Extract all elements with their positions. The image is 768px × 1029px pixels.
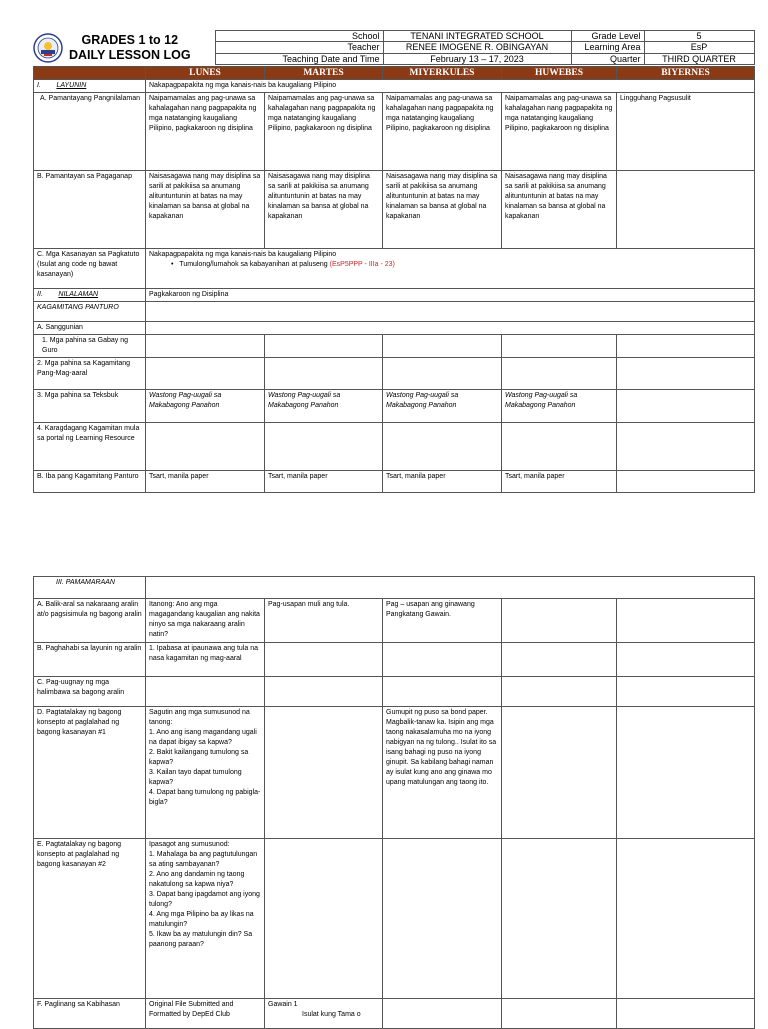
a-text-martes: Naipamamalas ang pag-unawa sa kahalagahan nang pagpapakita ng mga natatanging kaugaliang Pilipino, pagkakaroon ng disiplina: [265, 93, 383, 171]
a-text-miyerkules: Naipamamalas ang pag-unawa sa kahalagahan nang pagpapakita ng mga natatanging kaugaliang Pilipino, pagkakaroon ng disiplina: [383, 93, 502, 171]
nilalaman-text: Pagkakaroon ng Disiplina: [146, 289, 755, 302]
b-miyerkules: [383, 643, 502, 677]
c-biyernes: [617, 677, 755, 707]
day-header-huwebes: HUWEBES: [502, 67, 617, 80]
school-value: TENANI INTEGRATED SCHOOL: [383, 31, 571, 42]
f-biyernes: [617, 999, 755, 1029]
r3-huwebes: Wastong Pag-uugali sa Makabagong Panahon: [502, 390, 617, 423]
r2-miyerkules: [383, 358, 502, 390]
pamamaraan-label: III. PAMAMARAAN: [34, 577, 146, 599]
pamamaraan-blank: [146, 577, 755, 599]
c-miyerkules: [383, 677, 502, 707]
b-text-huwebes: Naisasagawa nang may disiplina sa sarili at pakikiisa sa anumang alituntuntunin at batas na may kinalaman sa bansa at global na kapakanan: [502, 171, 617, 249]
b-huwebes: [502, 643, 617, 677]
day-header-miyerkules: MIYERKULES: [383, 67, 502, 80]
quarter-value: THIRD QUARTER: [644, 53, 754, 64]
kasanayan-label: C. Mga Kasanayan sa Pagkatuto (Isulat ang code ng bawat kasanayan): [34, 249, 146, 289]
a-text-biyernes: Lingguhang Pagsusulit: [617, 93, 755, 171]
c-martes: [265, 677, 383, 707]
a-text-lunes: Naipamamalas ang pag-unawa sa kahalagahan nang pagpapakita ng mga natatanging kaugaliang Pilipino, pagkakaroon ng disiplina: [146, 93, 265, 171]
b-text-miyerkules: Naisasagawa nang may disiplina sa sarili at pakikiisa sa anumang alituntuntunin at batas na may kinalaman sa bansa at global na kapakanan: [383, 171, 502, 249]
pamantayang-pangnilalaman-label: A. Pamantayang Pangnilalaman: [34, 93, 146, 171]
d-biyernes: [617, 707, 755, 839]
c-lunes: [146, 677, 265, 707]
a-miyerkules: Pag – usapan ang ginawang Pangkatang Gawain.: [383, 599, 502, 643]
r4-biyernes: [617, 423, 755, 471]
r1-martes: [265, 335, 383, 358]
kagamitang-mag-aaral-label: 2. Mga pahina sa Kagamitang Pang-Mag-aaral: [34, 358, 146, 390]
sanggunian-blank: [146, 322, 755, 335]
quarter-label: Quarter: [571, 53, 644, 64]
r3-lunes: Wastong Pag-uugali sa Makabagong Panahon: [146, 390, 265, 423]
pag-uugnay-label: C. Pag-uugnay ng mga halimbawa sa bagong aralin: [34, 677, 146, 707]
r3-martes: Wastong Pag-uugali sa Makabagong Panahon: [265, 390, 383, 423]
d-miyerkules: Gumupit ng puso sa bond paper. Magbalik-tanaw ka. Isipin ang mga taong nakasalamuha mo na iyong nabigyan na ng tulong.. Isulat ito sa isang bahagi ng puso na iyong ginupit. Sa kabilang bahagi naman ay isulat kung ano ang ginawa mo upang matulungan ang taong ito.: [383, 707, 502, 839]
r4-lunes: [146, 423, 265, 471]
title-block: [33, 31, 215, 65]
gabay-guro-label: 1. Mga pahina sa Gabay ng Guro: [34, 335, 146, 358]
sanggunian-label: A. Sanggunian: [34, 322, 146, 335]
title-dll: DAILY LESSON LOG: [69, 47, 191, 62]
paghahabi-label: B. Paghahabi sa layunin ng aralin: [34, 643, 146, 677]
header-table: [33, 30, 755, 65]
paglinang-label: F. Paglinang sa Kabihasan: [34, 999, 146, 1029]
r1-biyernes: [617, 335, 755, 358]
area-value: EsP: [644, 42, 754, 53]
grade-value: 5: [644, 31, 754, 42]
a-text-huwebes: Naipamamalas ang pag-unawa sa kahalagahan nang pagpapakita ng mga natatanging kaugaliang Pilipino, pagkakaroon ng disiplina: [502, 93, 617, 171]
kagamitang-panturo-label: KAGAMITANG PANTURO: [34, 302, 146, 322]
f-martes: Gawain 1 Isulat kung Tama o: [265, 999, 383, 1029]
lesson-table-2: [33, 576, 755, 1029]
r2-huwebes: [502, 358, 617, 390]
rb-martes: Tsart, manila paper: [265, 471, 383, 493]
f-huwebes: [502, 999, 617, 1029]
deped-seal-icon: [33, 33, 63, 63]
school-label: School: [215, 31, 383, 42]
a-martes: Pag-usapan muli ang tula.: [265, 599, 383, 643]
d-huwebes: [502, 707, 617, 839]
day-header-lunes: LUNES: [146, 67, 265, 80]
e-miyerkules: [383, 839, 502, 999]
kagamitang-panturo-blank: [146, 302, 755, 322]
r3-miyerkules: Wastong Pag-uugali sa Makabagong Panahon: [383, 390, 502, 423]
r1-huwebes: [502, 335, 617, 358]
b-lunes: 1. Ipabasa at ipaunawa ang tula na nasa kagamitan ng mag-aaral: [146, 643, 265, 677]
learning-resource-label: 4. Karagdagang Kagamitan mula sa portal ng Learning Resource: [34, 423, 146, 471]
a-huwebes: [502, 599, 617, 643]
lesson-table-1: [33, 66, 755, 493]
r2-martes: [265, 358, 383, 390]
title-grades: GRADES 1 to 12: [81, 32, 179, 47]
r2-lunes: [146, 358, 265, 390]
b-martes: [265, 643, 383, 677]
rb-biyernes: [617, 471, 755, 493]
nilalaman-label: II. NILALAMAN: [34, 289, 146, 302]
b-text-biyernes: [617, 171, 755, 249]
r4-miyerkules: [383, 423, 502, 471]
d-martes: [265, 707, 383, 839]
lesson-log-page-2: [33, 576, 754, 1029]
b-text-martes: Naisasagawa nang may disiplina sa sarili at pakikiisa sa anumang alituntuntunin at batas na may kinalaman sa bansa at global na kapakanan: [265, 171, 383, 249]
balik-aral-label: A. Balik-aral sa nakaraang aralin at/o pagsisimula ng bagong aralin: [34, 599, 146, 643]
e-huwebes: [502, 839, 617, 999]
competency-code: (EsP5PPP - IIIa - 23): [329, 261, 395, 268]
r1-miyerkules: [383, 335, 502, 358]
teacher-label: Teacher: [215, 42, 383, 53]
a-biyernes: [617, 599, 755, 643]
dates-value: February 13 – 17, 2023: [383, 53, 571, 64]
grade-label: Grade Level: [571, 31, 644, 42]
layunin-label: I. LAYUNIN: [34, 80, 146, 93]
f-miyerkules: [383, 999, 502, 1029]
pagtatalakay-2-label: E. Pagtatalakay ng bagong konsepto at paglalahad ng bagong kasanayan #2: [34, 839, 146, 999]
day-header-biyernes: BIYERNES: [617, 67, 755, 80]
iba-pang-kagamitan-label: B. Iba pang Kagamitang Panturo: [34, 471, 146, 493]
day-header-martes: MARTES: [265, 67, 383, 80]
rb-lunes: Tsart, manila paper: [146, 471, 265, 493]
r4-martes: [265, 423, 383, 471]
d-lunes: Sagutin ang mga sumusunod na tanong: 1. Ano ang isang magandang ugali na dapat ibigay sa kapwa? 2. Bakit kailangang tumulong sa kapwa? 3. Kailan tayo dapat tumulong kapwa? 4. Dapat bang tumulong ng pabigla-bigla?: [146, 707, 265, 839]
rb-miyerkules: Tsart, manila paper: [383, 471, 502, 493]
rb-huwebes: Tsart, manila paper: [502, 471, 617, 493]
pamantayan-pagganap-label: B. Pamantayan sa Pagaganap: [34, 171, 146, 249]
f-lunes: Original File Submitted and Formatted by DepEd Club: [146, 999, 265, 1029]
layunin-text: Nakapagpapakita ng mga kanais-nais ba kaugaliang Pilipino: [146, 80, 755, 93]
e-martes: [265, 839, 383, 999]
c-huwebes: [502, 677, 617, 707]
b-text-lunes: Naisasagawa nang may disiplina sa sarili at pakikiisa sa anumang alituntuntunin at batas na may kinalaman sa bansa at global na kapakanan: [146, 171, 265, 249]
lesson-log-page-1: [33, 30, 754, 493]
e-biyernes: [617, 839, 755, 999]
a-lunes: Itanong: Ano ang mga magagandang kaugalian ang nakita ninyo sa mga nakaraang aralin natin?: [146, 599, 265, 643]
teksbuk-label: 3. Mga pahina sa Teksbuk: [34, 390, 146, 423]
kasanayan-text: Nakapagpapakita ng mga kanais-nais ba kaugaliang Pilipino • Tumulong/lumahok sa kabayanihan at paluseng (EsP5PPP - IIIa - 23): [146, 249, 755, 289]
r4-huwebes: [502, 423, 617, 471]
day-header-blank: [34, 67, 146, 80]
r3-biyernes: [617, 390, 755, 423]
r2-biyernes: [617, 358, 755, 390]
pagtatalakay-1-label: D. Pagtatalakay ng bagong konsepto at paglalahad ng bagong kasanayan #1: [34, 707, 146, 839]
e-lunes: Ipasagot ang sumusunod: 1. Mahalaga ba ang pagtutulungan sa ating sambayanan? 2. Ano ang dandamin ng taong nakatulong sa kapwa niya? 3. Dapat bang ipagdamot ang iyong tulong? 4. Ang mga Pilipino ba ay likas na matulungin? 5. Ikaw ba ay matulungin din? Sa paanong paraan?: [146, 839, 265, 999]
dates-label: Teaching Date and Time: [215, 53, 383, 64]
teacher-value: RENEE IMOGENE R. OBINGAYAN: [383, 42, 571, 53]
r1-lunes: [146, 335, 265, 358]
b-biyernes: [617, 643, 755, 677]
area-label: Learning Area: [571, 42, 644, 53]
